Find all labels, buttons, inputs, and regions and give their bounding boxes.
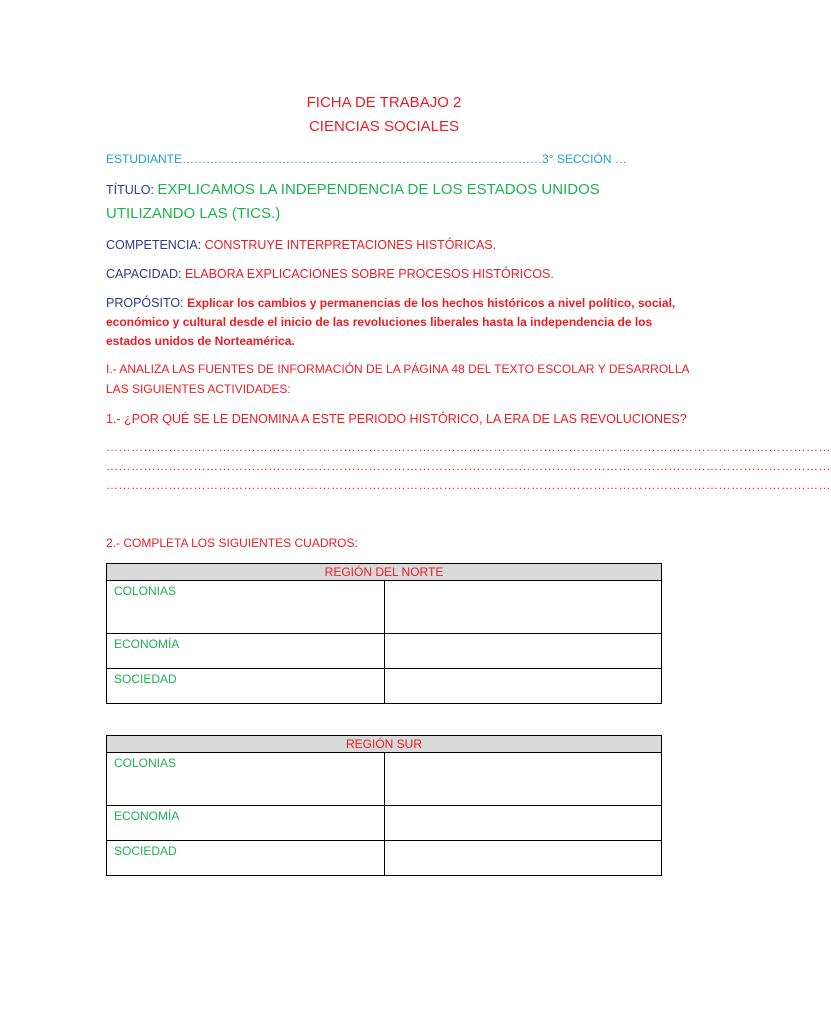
cell-colonias-norte[interactable] [384,581,662,634]
proposito-text-line2: económico y cultural desde el inicio de las revoluciones liberales hasta la independencia de los [106,315,653,329]
proposito-label: PROPÓSITO: [106,296,184,310]
row-label-economia: ECONOMÍA [107,634,385,669]
proposito-text-line1: Explicar los cambios y permanencias de los hechos históricos a nivel político, social, [187,296,676,310]
worksheet-title: FICHA DE TRABAJO 2 [306,94,462,111]
answer-line[interactable]: ………………………………………………………………………………………………………………………………………………………… [106,440,831,454]
row-label-colonias: COLONIAS [107,581,385,634]
competencia-label: COMPETENCIA: [106,238,202,252]
table-region-sur [106,735,662,876]
table-region-norte [106,563,662,704]
capacidad-label: CAPACIDAD: [106,267,182,281]
table-header-norte: REGIÓN DEL NORTE [107,564,662,581]
cell-economia-sur[interactable] [384,806,662,841]
titulo-line1 [106,181,600,198]
cell-sociedad-sur[interactable] [384,841,662,876]
cell-colonias-sur[interactable] [384,753,662,806]
row-label-sociedad: SOCIEDAD [107,669,385,704]
table-header-sur: REGIÓN SUR [107,736,662,753]
answer-line[interactable]: ………………………………………………………………………………………………………………………………………………………… [106,459,831,473]
titulo-text-line1: EXPLICAMOS LA INDEPENDENCIA DE LOS ESTADOS UNIDOS [157,181,600,198]
student-line: ESTUDIANTE………………………………………………………………………………3° SECCIÓN … [106,152,627,166]
subject-title: CIENCIAS SOCIALES [308,118,460,135]
capacidad-value: ELABORA EXPLICACIONES SOBRE PROCESOS HISTÓRICOS. [184,267,554,281]
instruccion-line1: I.- ANALIZA LAS FUENTES DE INFORMACIÓN DE LA PÁGINA 48 DEL TEXTO ESCOLAR Y DESARROLLA [106,362,690,376]
proposito-text-line3: estados unidos de Norteamérica. [106,334,295,348]
pregunta1-text: 1.- ¿POR QUÉ SE LE DENOMINA A ESTE PERIODO HISTÓRICO, LA ERA DE LAS REVOLUCIONES? [106,412,687,426]
answer-line[interactable]: ………………………………………………………………………………………………………………………………………………………… [106,478,831,492]
pregunta2-text: 2.- COMPLETA LOS SIGUIENTES CUADROS: [106,536,358,550]
cell-economia-norte[interactable] [384,634,662,669]
instruccion-line2: LAS SIGUIENTES ACTIVIDADES: [106,382,291,396]
cell-sociedad-norte[interactable] [384,669,662,704]
row-label-colonias: COLONIAS [107,753,385,806]
titulo-text-line2: UTILIZANDO LAS (TICS.) [106,205,281,222]
proposito-line1 [106,296,675,310]
competencia-value: CONSTRUYE INTERPRETACIONES HISTÓRICAS. [204,238,497,252]
titulo-label: TÍTULO: [106,183,154,197]
row-label-sociedad: SOCIEDAD [107,841,385,876]
capacidad-line [106,267,554,281]
competencia-line [106,238,496,252]
row-label-economia: ECONOMÍA [107,806,385,841]
